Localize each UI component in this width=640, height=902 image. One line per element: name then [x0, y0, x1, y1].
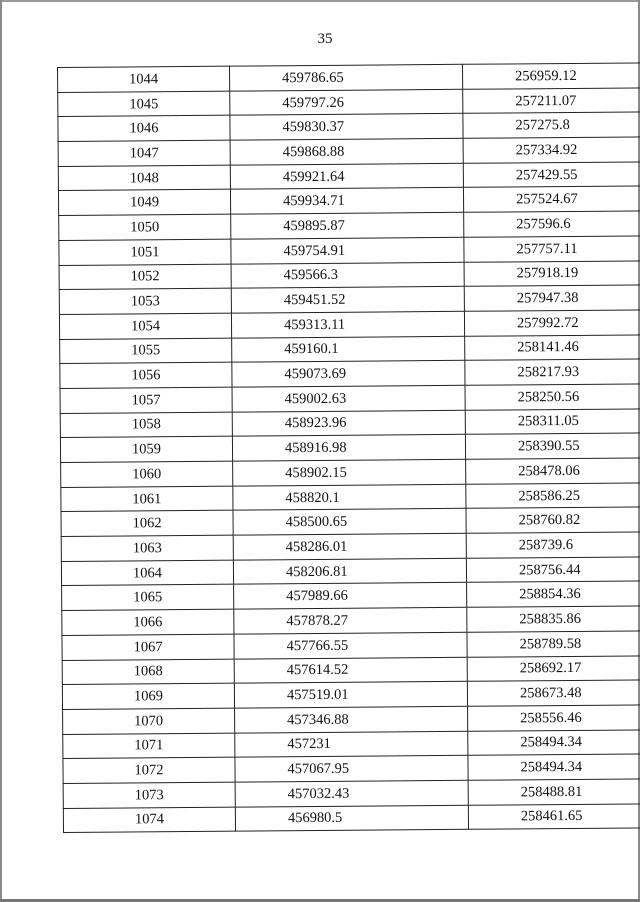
y-coordinate-cell: 258739.6	[466, 532, 640, 558]
y-coordinate-cell: 258250.56	[465, 383, 640, 409]
x-coordinate-cell: 457878.27	[234, 607, 467, 634]
point-number-cell: 1069	[62, 683, 234, 709]
x-coordinate-cell: 459160.1	[232, 336, 465, 363]
point-number-cell: 1049	[58, 190, 230, 216]
table-row	[63, 803, 640, 833]
page-border-left	[0, 0, 2, 902]
point-number-cell: 1067	[62, 634, 234, 660]
y-coordinate-cell: 258673.48	[467, 680, 640, 706]
point-number-cell: 1065	[62, 585, 234, 611]
point-number-cell: 1052	[59, 264, 231, 290]
x-coordinate-cell: 459895.87	[231, 212, 464, 239]
y-coordinate-cell: 258556.46	[468, 704, 640, 730]
y-coordinate-cell: 258141.46	[465, 334, 640, 360]
point-number-cell: 1055	[60, 338, 232, 364]
y-coordinate-cell: 258692.17	[467, 655, 640, 681]
x-coordinate-cell: 457614.52	[234, 657, 467, 684]
x-coordinate-cell: 459921.64	[230, 163, 463, 190]
x-coordinate-cell: 459313.11	[231, 311, 464, 338]
point-number-cell: 1062	[61, 511, 233, 537]
point-number-cell: 1048	[58, 165, 230, 191]
point-number-cell: 1046	[58, 116, 230, 142]
x-coordinate-cell: 459786.65	[229, 64, 462, 91]
point-number-cell: 1061	[61, 486, 233, 512]
x-coordinate-cell: 459830.37	[230, 114, 463, 141]
y-coordinate-cell: 258217.93	[465, 359, 640, 385]
point-number-cell: 1051	[59, 239, 231, 265]
point-number-cell: 1060	[61, 461, 233, 487]
coordinate-table-body	[58, 63, 640, 833]
x-coordinate-cell: 458500.65	[233, 509, 466, 536]
x-coordinate-cell: 459797.26	[230, 89, 463, 116]
y-coordinate-cell: 258756.44	[466, 556, 640, 582]
point-number-cell: 1045	[58, 91, 230, 117]
y-coordinate-cell: 258494.34	[468, 754, 640, 780]
y-coordinate-cell: 257992.72	[464, 309, 640, 335]
point-number-cell: 1070	[63, 708, 235, 734]
y-coordinate-cell: 258311.05	[465, 408, 640, 434]
y-coordinate-cell: 258478.06	[466, 458, 640, 484]
x-coordinate-cell: 458206.81	[233, 558, 466, 585]
y-coordinate-cell: 258494.34	[468, 729, 640, 755]
page-number: 35	[317, 31, 333, 47]
y-coordinate-cell: 257211.07	[463, 87, 640, 113]
point-number-cell: 1044	[58, 66, 230, 92]
y-coordinate-cell: 258488.81	[468, 778, 640, 804]
x-coordinate-cell: 458916.98	[232, 435, 465, 462]
point-number-cell: 1050	[59, 214, 231, 240]
point-number-cell: 1066	[62, 609, 234, 635]
y-coordinate-cell: 258390.55	[465, 433, 640, 459]
x-coordinate-cell: 457032.43	[235, 780, 468, 807]
point-number-cell: 1068	[62, 659, 234, 685]
point-number-cell: 1072	[63, 757, 235, 783]
y-coordinate-cell: 257334.92	[463, 137, 640, 163]
x-coordinate-cell: 459002.63	[232, 385, 465, 412]
x-coordinate-cell: 458902.15	[233, 459, 466, 486]
point-number-cell: 1064	[61, 560, 233, 586]
point-number-cell: 1059	[60, 436, 232, 462]
x-coordinate-cell: 457067.95	[235, 756, 468, 783]
point-number-cell: 1057	[60, 387, 232, 413]
y-coordinate-cell: 257596.6	[464, 211, 640, 237]
y-coordinate-cell: 258854.36	[467, 581, 640, 607]
x-coordinate-cell: 459868.88	[230, 138, 463, 165]
x-coordinate-cell: 459754.91	[231, 237, 464, 264]
point-number-cell: 1054	[59, 313, 231, 339]
x-coordinate-cell: 456980.5	[235, 805, 468, 832]
y-coordinate-cell: 258461.65	[468, 803, 640, 829]
y-coordinate-cell: 257524.67	[463, 186, 640, 212]
x-coordinate-cell: 458286.01	[233, 533, 466, 560]
y-coordinate-cell: 258835.86	[467, 606, 640, 632]
y-coordinate-cell: 257429.55	[463, 161, 640, 187]
y-coordinate-cell: 257275.8	[463, 112, 640, 138]
point-number-cell: 1053	[59, 288, 231, 314]
point-number-cell: 1074	[63, 807, 235, 833]
point-number-cell: 1047	[58, 140, 230, 166]
y-coordinate-cell: 256959.12	[462, 63, 640, 89]
point-number-cell: 1073	[63, 782, 235, 808]
y-coordinate-cell: 257757.11	[464, 235, 640, 261]
x-coordinate-cell: 457519.01	[234, 681, 467, 708]
point-number-cell: 1063	[61, 535, 233, 561]
x-coordinate-cell: 457989.66	[234, 583, 467, 610]
y-coordinate-cell: 258760.82	[466, 507, 640, 533]
point-number-cell: 1056	[60, 362, 232, 388]
page-border-top	[0, 0, 640, 2]
x-coordinate-cell: 459934.71	[230, 188, 463, 215]
point-number-cell: 1058	[60, 412, 232, 438]
x-coordinate-cell: 457346.88	[235, 706, 468, 733]
x-coordinate-cell: 457231	[235, 731, 468, 758]
y-coordinate-cell: 258789.58	[467, 630, 640, 656]
y-coordinate-cell: 257947.38	[464, 285, 640, 311]
coordinate-table	[57, 62, 640, 833]
x-coordinate-cell: 459451.52	[231, 286, 464, 313]
x-coordinate-cell: 459073.69	[232, 361, 465, 388]
y-coordinate-cell: 257918.19	[464, 260, 640, 286]
y-coordinate-cell: 258586.25	[466, 482, 640, 508]
x-coordinate-cell: 457766.55	[234, 632, 467, 659]
point-number-cell: 1071	[63, 733, 235, 759]
x-coordinate-cell: 458820.1	[233, 484, 466, 511]
x-coordinate-cell: 458923.96	[232, 410, 465, 437]
x-coordinate-cell: 459566.3	[231, 262, 464, 289]
